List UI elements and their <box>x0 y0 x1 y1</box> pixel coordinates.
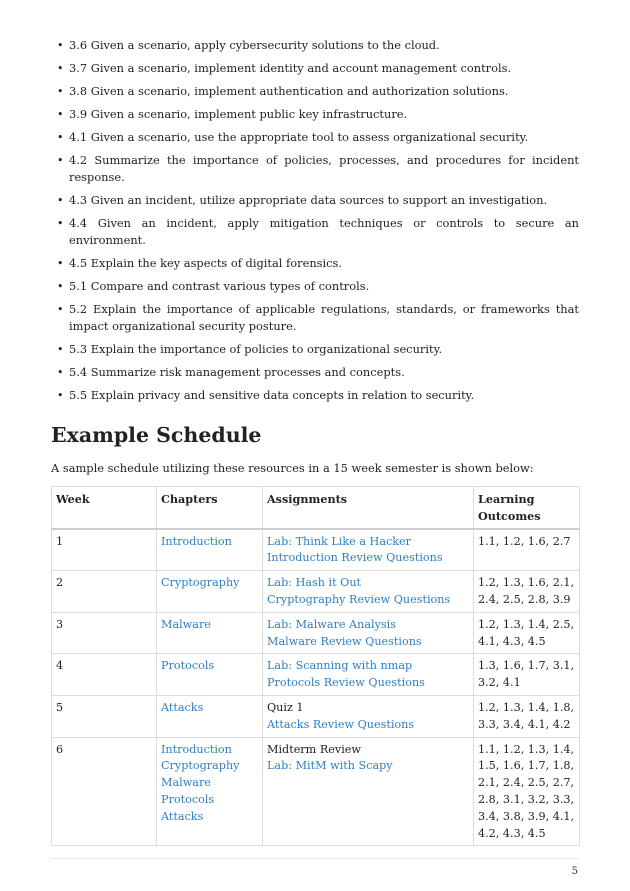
outcome-text: 5.5 Explain privacy and sensitive data concepts in relation to security. <box>69 388 475 402</box>
header-learning-outcomes: Learning Outcomes <box>474 487 580 529</box>
learning-outcomes-cell: 1.2, 1.3, 1.4, 2.5, 4.1, 4.3, 4.5 <box>474 612 580 654</box>
assignment-link[interactable]: Lab: MitM with Scapy <box>267 759 393 773</box>
bullet-icon: • <box>57 389 64 402</box>
list-item <box>51 129 579 146</box>
chapter-link[interactable]: Malware <box>161 776 211 790</box>
page-number: 5 <box>571 866 578 877</box>
assignment-text: Quiz 1 <box>267 700 304 714</box>
assignment-link[interactable]: Protocols Review Questions <box>267 676 425 690</box>
outcome-text: 4.1 Given a scenario, use the appropriate tool to assess organizational security. <box>69 130 529 144</box>
chapter-link[interactable]: Protocols <box>161 792 215 806</box>
bullet-icon: • <box>57 217 64 230</box>
bullet-icon: • <box>57 154 64 167</box>
bullet-icon: • <box>57 39 64 52</box>
assignment-link[interactable]: Lab: Think Like a Hacker <box>267 534 412 548</box>
table-row <box>52 529 580 571</box>
bullet-icon: • <box>57 366 64 379</box>
list-item <box>51 60 579 77</box>
assignments-cell <box>263 529 474 571</box>
outcome-text: 4.2 Summarize the importance of policies, processes, and procedures for incident response. <box>69 153 579 184</box>
chapters-cell <box>157 529 263 571</box>
chapters-cell <box>157 654 263 696</box>
list-item <box>51 341 579 358</box>
chapter-link[interactable]: Attacks <box>161 700 204 714</box>
table-row <box>52 654 580 696</box>
assignments-cell <box>263 695 474 737</box>
learning-outcomes-cell: 1.3, 1.6, 1.7, 3.1, 3.2, 4.1 <box>474 654 580 696</box>
chapter-link[interactable]: Introduction <box>161 534 232 548</box>
assignment-link[interactable]: Lab: Hash it Out <box>267 576 362 590</box>
chapter-link[interactable]: Cryptography <box>161 576 240 590</box>
bullet-icon: • <box>57 131 64 144</box>
list-item <box>51 106 579 123</box>
header-week: Week <box>52 487 157 529</box>
section-intro: A sample schedule utilizing these resources in a 15 week semester is shown below: <box>51 461 534 475</box>
chapters-cell <box>157 695 263 737</box>
bullet-icon: • <box>57 85 64 98</box>
table-row <box>52 612 580 654</box>
chapter-link[interactable]: Malware <box>161 617 211 631</box>
outcome-text: 5.1 Compare and contrast various types of controls. <box>69 279 370 293</box>
assignment-link[interactable]: Attacks Review Questions <box>267 717 415 731</box>
bullet-icon: • <box>57 108 64 121</box>
list-item <box>51 387 579 404</box>
section-heading: Example Schedule <box>51 423 262 447</box>
learning-outcomes-cell: 1.1, 1.2, 1.6, 2.7 <box>474 529 580 571</box>
header-assignments: Assignments <box>263 487 474 529</box>
assignment-link[interactable]: Malware Review Questions <box>267 634 422 648</box>
list-item <box>51 192 579 209</box>
list-item <box>51 364 579 381</box>
table-row <box>52 737 580 846</box>
list-item <box>51 152 579 186</box>
outcome-text: 5.2 Explain the importance of applicable regulations, standards, or frameworks that impact organizational security posture. <box>69 302 579 333</box>
chapter-link[interactable]: Protocols <box>161 659 215 673</box>
assignments-cell <box>263 571 474 613</box>
list-item <box>51 37 579 54</box>
outcome-text: 3.6 Given a scenario, apply cybersecurity solutions to the cloud. <box>69 38 440 52</box>
assignment-link[interactable]: Lab: Malware Analysis <box>267 617 396 631</box>
assignments-cell <box>263 612 474 654</box>
learning-outcomes-cell: 1.2, 1.3, 1.6, 2.1, 2.4, 2.5, 2.8, 3.9 <box>474 571 580 613</box>
week-cell: 4 <box>52 654 157 696</box>
outcome-list <box>51 37 579 404</box>
assignment-link[interactable]: Lab: Scanning with nmap <box>267 659 413 673</box>
outcome-text: 4.5 Explain the key aspects of digital forensics. <box>69 256 342 270</box>
table-row <box>52 695 580 737</box>
chapters-cell <box>157 571 263 613</box>
chapters-cell <box>157 612 263 654</box>
schedule-table <box>51 486 580 846</box>
bullet-icon: • <box>57 280 64 293</box>
footer-divider <box>51 858 579 859</box>
assignment-link[interactable]: Introduction Review Questions <box>267 551 443 565</box>
bullet-icon: • <box>57 194 64 207</box>
list-item <box>51 278 579 295</box>
outcome-text: 5.3 Explain the importance of policies to organizational security. <box>69 342 443 356</box>
week-cell: 3 <box>52 612 157 654</box>
header-chapters: Chapters <box>157 487 263 529</box>
list-item <box>51 255 579 272</box>
table-body <box>52 529 580 846</box>
bullet-icon: • <box>57 343 64 356</box>
chapters-cell <box>157 737 263 846</box>
document-page <box>51 37 579 846</box>
week-cell: 6 <box>52 737 157 846</box>
bullet-icon: • <box>57 257 64 270</box>
list-item <box>51 83 579 100</box>
assignment-text: Midterm Review <box>267 742 361 756</box>
learning-outcomes-cell: 1.2, 1.3, 1.4, 1.8, 3.3, 3.4, 4.1, 4.2 <box>474 695 580 737</box>
list-item <box>51 215 579 249</box>
chapter-link[interactable]: Attacks <box>161 809 204 823</box>
outcome-text: 3.8 Given a scenario, implement authentication and authorization solutions. <box>69 84 509 98</box>
week-cell: 2 <box>52 571 157 613</box>
assignment-link[interactable]: Cryptography Review Questions <box>267 592 451 606</box>
bullet-icon: • <box>57 62 64 75</box>
assignments-cell <box>263 654 474 696</box>
learning-outcomes-cell: 1.1, 1.2, 1.3, 1.4, 1.5, 1.6, 1.7, 1.8, 2.1, 2.4, 2.5, 2.7, 2.8, 3.1, 3.2, 3.3, 3.4, 3.8, 3.9, 4.1, 4.2, 4.3, 4.5 <box>474 737 580 846</box>
week-cell: 1 <box>52 529 157 571</box>
list-item <box>51 301 579 335</box>
chapter-link[interactable]: Cryptography <box>161 759 240 773</box>
outcome-text: 5.4 Summarize risk management processes and concepts. <box>69 365 405 379</box>
outcome-text: 4.3 Given an incident, utilize appropriate data sources to support an investigation. <box>69 193 548 207</box>
week-cell: 5 <box>52 695 157 737</box>
outcome-text: 3.7 Given a scenario, implement identity and account management controls. <box>69 61 512 75</box>
table-row <box>52 571 580 613</box>
outcome-text: 4.4 Given an incident, apply mitigation techniques or controls to secure an environment. <box>69 216 579 247</box>
bullet-icon: • <box>57 303 64 316</box>
chapter-link[interactable]: Introduction <box>161 742 232 756</box>
table-header <box>52 487 580 529</box>
outcome-text: 3.9 Given a scenario, implement public key infrastructure. <box>69 107 408 121</box>
assignments-cell <box>263 737 474 846</box>
